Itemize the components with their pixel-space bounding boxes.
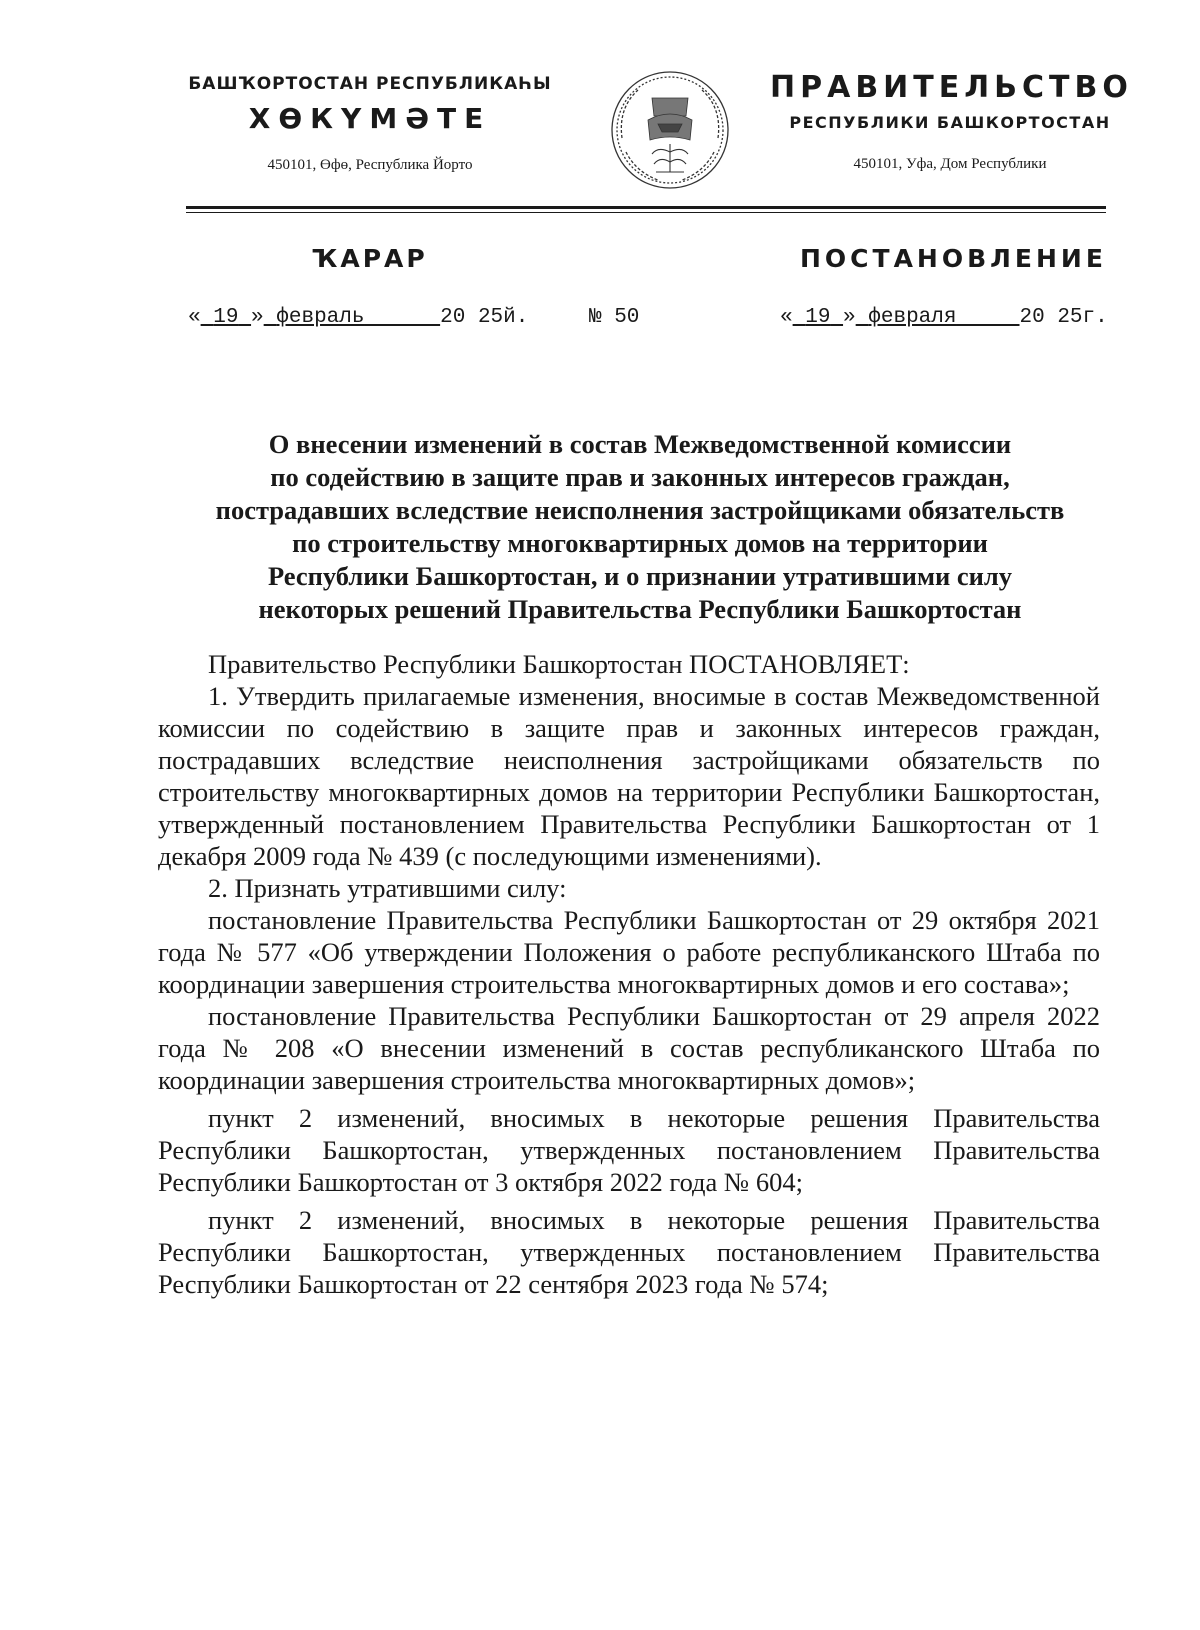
date-bashkir bbox=[188, 306, 528, 329]
date-day: 19 bbox=[213, 306, 239, 329]
title-line: пострадавших вследствие неисполнения застройщиками обязательств bbox=[215, 495, 1065, 525]
title-line: по содействию в защите прав и законных интересов граждан, bbox=[270, 462, 1010, 492]
title-line: О внесении изменений в состав Межведомственной комиссии bbox=[268, 429, 1012, 459]
date-open-quote: « bbox=[780, 306, 793, 329]
body-subitem-3: пункт 2 изменений, вносимых в некоторые решения Правительства Республики Башкортостан, утвержденных постановлением Правительства Республики Башкортостан от 3 октября 2022 года № 604; bbox=[158, 1103, 1100, 1197]
date-day: 19 bbox=[805, 306, 831, 329]
russian-republic-name: РЕСПУБЛИКИ БАШКОРТОСТАН bbox=[789, 113, 1111, 132]
title-line: по строительству многоквартирных домов на территории bbox=[292, 528, 988, 558]
date-year-suffix: 25й. bbox=[477, 306, 529, 329]
date-month: февраль bbox=[276, 306, 365, 329]
doc-type-bashkir: ҠАРАР bbox=[312, 244, 428, 273]
date-month: февраля bbox=[868, 306, 957, 329]
document-number: № 50 bbox=[589, 306, 640, 329]
title-line: некоторых решений Правительства Республики Башкортостан bbox=[258, 594, 1022, 624]
header-divider-thick bbox=[186, 206, 1106, 209]
document-title bbox=[140, 428, 1140, 626]
date-close-quote: » bbox=[843, 306, 856, 329]
document-body bbox=[158, 648, 1100, 1300]
bashkir-address: 450101, Өфө, Республика Йорто bbox=[267, 157, 473, 173]
coat-of-arms-icon bbox=[608, 68, 732, 192]
russian-address: 450101, Уфа, Дом Республики bbox=[853, 156, 1047, 172]
body-subitem-4: пункт 2 изменений, вносимых в некоторые решения Правительства Республики Башкортостан, утвержденных постановлением Правительства Республики Башкортостан от 22 сентября 2023 года № 574; bbox=[158, 1205, 1100, 1299]
body-subitem-1: постановление Правительства Республики Башкортостан от 29 октября 2021 года № 577 «Об утверждении Положения о работе республиканского Штаба по координации завершения строительства многоквартирных домов и его состава»; bbox=[158, 905, 1100, 999]
body-item-1: 1. Утвердить прилагаемые изменения, вносимые в состав Межведомственной комиссии по содействию в защите прав и законных интересов граждан, пострадавших вследствие неисполнения застройщиками обязательств по строительству многоквартирных домов на территории Республики Башкортостан, утвержденный постановлением Правительства Республики Башкортостан от 1 декабря 2009 года № 439 (с последующими изменениями). bbox=[158, 681, 1100, 871]
letterhead-bashkir bbox=[170, 74, 570, 174]
date-open-quote: « bbox=[188, 306, 201, 329]
letterhead-russian bbox=[770, 70, 1133, 173]
date-year-prefix: 20 bbox=[1019, 306, 1045, 329]
body-intro: Правительство Республики Башкортостан ПОСТАНОВЛЯЕТ: bbox=[208, 649, 910, 679]
russian-government-name: ПРАВИТЕЛЬСТВО bbox=[770, 70, 1133, 105]
date-year-prefix: 20 bbox=[440, 306, 466, 329]
header-divider-thin bbox=[186, 212, 1106, 213]
date-year-suffix: 25г. bbox=[1057, 306, 1108, 329]
doc-type-russian: ПОСТАНОВЛЕНИЕ bbox=[800, 244, 1107, 273]
body-subitem-2: постановление Правительства Республики Башкортостан от 29 апреля 2022 года № 208 «О внесении изменений в состав республиканского Штаба по координации завершения строительства многоквартирных домов»; bbox=[158, 1001, 1100, 1095]
bashkir-government-name: ХӨКҮМӘТЕ bbox=[248, 102, 492, 135]
date-russian bbox=[780, 306, 1108, 329]
body-item-2: 2. Признать утратившими силу: bbox=[208, 873, 567, 903]
bashkir-republic-name: БАШҠОРТОСТАН РЕСПУБЛИКАҺЫ bbox=[188, 74, 552, 94]
title-line: Республики Башкортостан, и о признании утратившими силу bbox=[267, 561, 1013, 591]
date-close-quote: » bbox=[251, 306, 264, 329]
